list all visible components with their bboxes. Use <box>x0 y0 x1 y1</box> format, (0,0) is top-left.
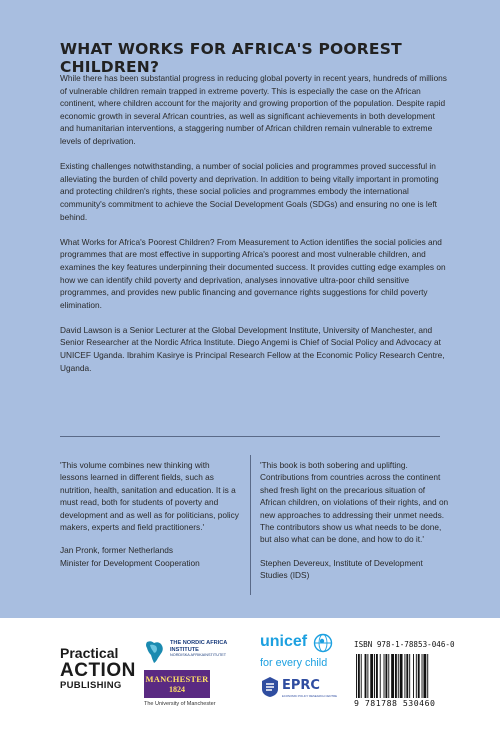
barcode-bar <box>398 654 399 698</box>
barcode-bar <box>388 654 389 698</box>
isbn-label: ISBN 978-1-78853-046-0 <box>354 640 455 649</box>
barcode-icon <box>354 654 450 698</box>
nordic-africa-icon <box>144 639 168 665</box>
barcode-bar <box>391 654 394 698</box>
manchester-sub: The University of Manchester <box>144 701 216 707</box>
endorsement-text: 'This volume combines new thinking with lessons learned in different fields, such as nutrition, health, sanitation and education. It is a must read, both for students of poverty and development and as well as for politicians, policy makers, experts and field practitioners.' <box>60 460 239 533</box>
unicef-tagline: for every child <box>260 657 328 669</box>
endorsement-author: Stephen Devereux, Institute of Development Studies (IDS) <box>260 557 423 581</box>
barcode-number: 9 781788 530460 <box>354 698 436 708</box>
publisher-line1: Practical <box>60 645 119 661</box>
barcode-bar <box>356 654 357 698</box>
manchester-name: MANCHESTER <box>145 674 209 684</box>
nordic-sub: NORDISKA AFRIKAINSTITUTET <box>170 653 227 657</box>
publisher-line2: ACTION <box>60 660 136 681</box>
unicef-globe-icon <box>313 633 333 653</box>
practical-action-publishing-logo <box>60 645 136 692</box>
quote-divider <box>250 455 251 595</box>
barcode-bar <box>409 654 410 698</box>
back-cover-title: WHAT WORKS FOR AFRICA'S POOREST CHILDREN? <box>60 40 402 76</box>
blurb-paragraph: While there has been substantial progress in reducing global poverty in recent years, hundreds of millions of vulnerable children remain trapped in extreme poverty. This is especially the case on the African continent, where children account for the majority and growing proportion of the population. Despite rapid economic growth in several African countries, as well as significant achievements in both development and humanitarian interventions, a staggering number of African children remain vulnerable to extreme levels of deprivation. <box>60 73 447 146</box>
blurb-paragraph: What Works for Africa's Poorest Children? From Measurement to Action identifies the social policies and programmes that are most effective in supporting Africa's poorest and most vulnerable children, and examines the key features underpinning their documented success. It provides cutting edge examples on how we can identify child poverty and deprivation, analyses innovative ultra-poor child sensitive programmes, and provides new public financing and governance rights suggestions for child poverty elimination. <box>60 236 446 310</box>
eprc-sub: ECONOMIC POLICY RESEARCH CENTRE <box>282 694 337 698</box>
endorsement-author: Jan Pronk, former Netherlands <box>60 545 173 556</box>
barcode-bar <box>358 654 360 698</box>
barcode-bar <box>423 654 426 698</box>
endorsement-text: 'This book is both sobering and uplifting. Contributions from countries across the continent shed fresh light on the precarious situation of African children, on violations of their rights, and on new approaches to addressing their unmet needs. The contributors show us what needs to be done, but also what can be done, and how to do it.' <box>260 460 449 545</box>
barcode-bar <box>416 654 417 698</box>
unicef-name: unicef <box>260 633 308 650</box>
manchester-logo <box>144 670 210 698</box>
barcode-bar <box>385 654 387 698</box>
publisher-line3: PUBLISHING <box>60 680 122 691</box>
barcode-bar <box>376 654 378 698</box>
barcode-bar <box>406 654 408 698</box>
section-divider <box>60 436 440 437</box>
barcode-bar <box>380 654 381 698</box>
barcode-bar <box>365 654 367 698</box>
endorsement-role: Minister for Development Cooperation <box>60 557 200 568</box>
barcode-bar <box>413 654 414 698</box>
barcode-bar <box>404 654 405 698</box>
isbn-barcode <box>354 640 454 710</box>
barcode-bar <box>367 654 368 698</box>
eprc-name: EPRC <box>282 678 320 693</box>
blurb-body <box>60 72 450 387</box>
barcode-bar <box>374 654 375 698</box>
barcode-bar <box>400 654 403 698</box>
endorsement-quote-right <box>260 459 450 582</box>
barcode-bar <box>395 654 397 698</box>
endorsement-quote-left <box>60 459 240 569</box>
barcode-bar <box>384 654 385 698</box>
blurb-paragraph: Existing challenges notwithstanding, a number of social policies and programmes proved successful in alleviating the burden of child poverty and deprivation. In addition to being vitally important in promoting and protecting children's rights, these social policies and programmes embody the international community's commitment to achieve the Social Development Goals (SDGs) and ensuring no one is left behind. <box>60 161 439 222</box>
author-bio-paragraph: David Lawson is a Senior Lecturer at the Global Development Institute, University of Manchester, and Senior Researcher at the Nordic Africa Institute. Diego Angemi is Chief of Social Policy and Advocacy at UNICEF Uganda. Ibrahim Kasirye is Principal Research Fellow at the Economic Policy Research Centre, Uganda. <box>60 324 445 373</box>
manchester-year: 1824 <box>169 685 185 694</box>
barcode-bar <box>422 654 423 698</box>
barcode-bar <box>361 654 362 698</box>
barcode-bar <box>427 654 428 698</box>
barcode-bar <box>418 654 420 698</box>
nordic-name: THE NORDIC AFRICA INSTITUTE <box>170 640 228 653</box>
eprc-emblem-icon <box>260 676 280 698</box>
barcode-bar <box>370 654 373 698</box>
